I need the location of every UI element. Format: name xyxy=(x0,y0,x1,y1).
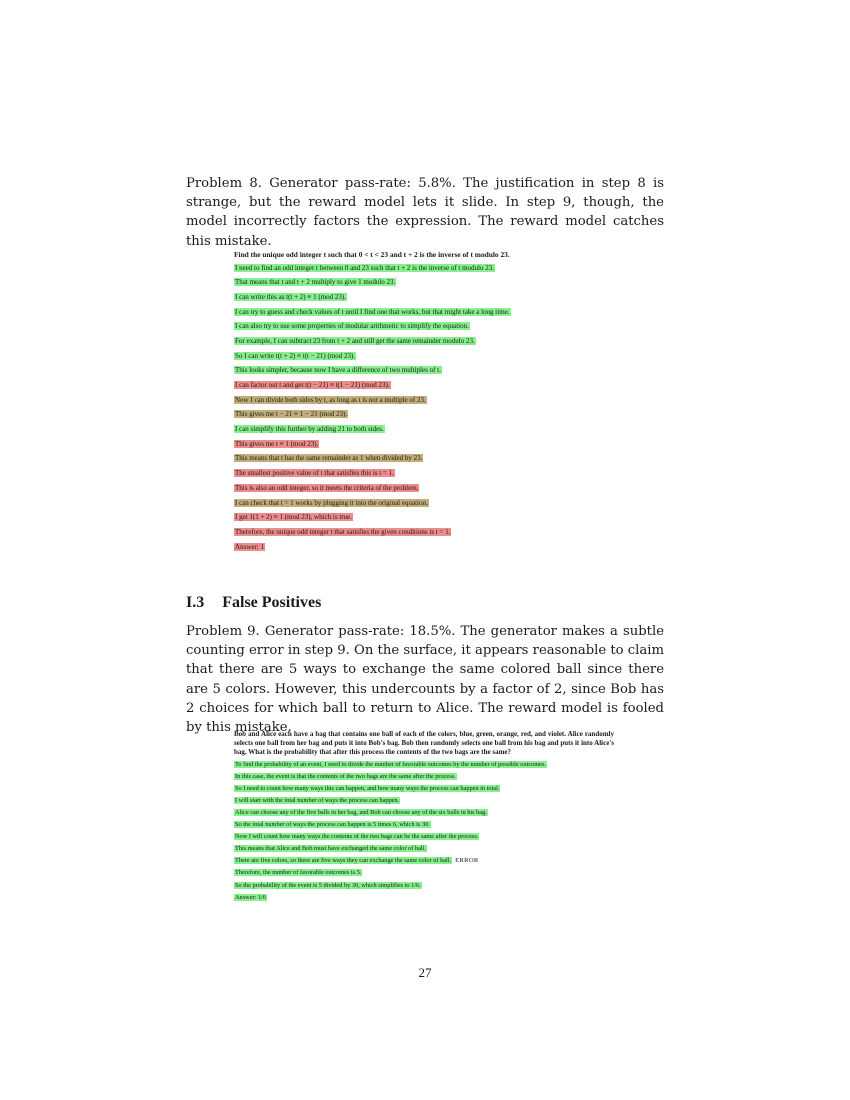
step-text: I can also try to use some properties of modular arithmetic to simplify the equation. xyxy=(235,322,469,331)
solution-step xyxy=(234,278,619,293)
section-title: False Positives xyxy=(222,594,322,611)
step-text: To find the probability of an event, I need to divide the number of favorable outcomes by the number of possible outcomes. xyxy=(235,760,546,768)
solution-step xyxy=(234,772,619,784)
step-text: Answer: 1 xyxy=(235,542,264,551)
step-text: The smallest positive value of t that satisfies this is t = 1. xyxy=(235,469,394,478)
solution-step xyxy=(234,808,619,820)
step-text: I can write this as t(t + 2) ≡ 1 (mod 23). xyxy=(235,292,346,301)
step-text: I can factor out t and get t(t − 21) ≡ t(1 − 21) (mod 23). xyxy=(235,381,390,389)
solution-step xyxy=(234,881,619,893)
figure-problem8 xyxy=(234,250,619,557)
figure-problem9-title: Bob and Alice each have a bag that contains one ball of each of the colors, blue, green, orange, red, and violet. Alice randomly selects one ball from her bag and puts it into Bob's bag. Bob then randomly selects one ball from his bag and puts it into Alice's bag. What is the probability that after this process the contents of the two bags are the same? xyxy=(234,730,614,757)
section-heading xyxy=(186,594,321,612)
solution-step xyxy=(234,484,619,499)
solution-step xyxy=(234,381,619,396)
solution-step xyxy=(234,352,619,367)
page-number: 27 xyxy=(418,965,432,980)
solution-step xyxy=(234,337,619,352)
solution-step xyxy=(234,543,619,558)
step-text: In this case, the event is that the contents of the two bags are the same after the process. xyxy=(235,772,456,780)
figure-problem8-steps xyxy=(234,264,619,558)
problem9-paragraph: Problem 9. Generator pass-rate: 18.5%. The generator makes a subtle counting error in step 9. On the surface, it appears reasonable to claim that there are 5 ways to exchange the same colored ball since there are 5 colors. However, this undercounts by a factor of 2, since Bob has 2 choices for which ball to return to Alice. The reward model is fooled by this mistake. xyxy=(186,624,664,736)
step-text: For example, I can subtract 23 from t + 2 and still get the same remainder modulo 23. xyxy=(235,336,475,345)
solution-step xyxy=(234,366,619,381)
solution-step xyxy=(234,844,619,856)
solution-step xyxy=(234,410,619,425)
solution-step xyxy=(234,454,619,469)
step-text: This means that t has the same remainder as 1 when divided by 23. xyxy=(235,454,423,463)
solution-step xyxy=(234,499,619,514)
solution-step xyxy=(234,820,619,832)
section-number: I.3 xyxy=(186,594,205,611)
solution-step xyxy=(234,440,619,455)
step-text: This means that Alice and Bob must have exchanged the same color of ball. xyxy=(235,845,426,853)
solution-step xyxy=(234,868,619,880)
step-text: So I can write t(t + 2) ≡ t(t − 21) (mod 23). xyxy=(235,351,356,360)
solution-step xyxy=(234,469,619,484)
solution-step xyxy=(234,893,619,905)
step-text: So the total number of ways the process can happen is 5 times 6, which is 30. xyxy=(235,821,430,829)
step-text: I can simplify this further by adding 21 to both sides. xyxy=(235,425,384,434)
figure-problem9-steps xyxy=(234,760,619,905)
step-text: This gives me t ≡ 1 (mod 23). xyxy=(235,439,319,448)
problem8-paragraph: Problem 8. Generator pass-rate: 5.8%. The justification in step 8 is strange, but the reward model lets it slide. In step 9, though, the model incorrectly factors the expression. The reward model catches this mistake. xyxy=(186,176,664,249)
solution-step xyxy=(234,856,619,868)
step-text: Therefore, the unique odd integer t that satisfies the given conditions is t = 1. xyxy=(235,527,451,536)
step-text: That means that t and t + 2 multiply to give 1 modulo 23. xyxy=(235,278,396,287)
step-text: Now I will count how many ways the contents of the two bags can be the same after the process. xyxy=(235,833,479,841)
step-text: I will start with the total number of ways the process can happen. xyxy=(235,796,400,804)
step-text: I need to find an odd integer t between 0 and 23 such that t + 2 is the inverse of t modulo 23. xyxy=(235,263,494,272)
solution-step xyxy=(234,760,619,772)
solution-step xyxy=(234,513,619,528)
step-text: This gives me t − 21 ≡ 1 − 21 (mod 23). xyxy=(235,410,348,419)
step-text: I can try to guess and check values of t until I find one that works, but that might take a long time. xyxy=(235,307,510,316)
step-text: There are five colors, so there are five ways they can exchange the same color of ball. xyxy=(235,857,452,865)
step-text: Therefore, the number of favorable outcomes is 5. xyxy=(235,869,362,877)
step-text: This looks simpler, because now I have a difference of two multiples of t. xyxy=(235,366,441,375)
step-text: This is also an odd integer, so it meets the criteria of the problem. xyxy=(235,483,419,492)
solution-step xyxy=(234,796,619,808)
solution-step xyxy=(234,308,619,323)
figure-problem9 xyxy=(234,730,619,905)
step-text: I can check that t = 1 works by plugging it into the original equation. xyxy=(235,498,428,507)
solution-step xyxy=(234,832,619,844)
error-flag: ERROR xyxy=(455,857,479,865)
step-text: I get 1(1 + 2) ≡ 1 (mod 23), which is true. xyxy=(235,513,352,522)
figure-problem8-title: Find the unique odd integer t such that 0 < t < 23 and t + 2 is the inverse of t modulo 23. xyxy=(234,250,510,259)
solution-step xyxy=(234,396,619,411)
solution-step xyxy=(234,528,619,543)
solution-step xyxy=(234,425,619,440)
step-text: So the probability of the event is 5 divided by 30, which simplifies to 1/6. xyxy=(235,881,421,889)
step-text: So I need to count how many ways this can happen, and how many ways the process can happen in total. xyxy=(235,784,500,792)
solution-step xyxy=(234,322,619,337)
solution-step xyxy=(234,784,619,796)
step-text: Now I can divide both sides by t, as long as t is not a multiple of 23. xyxy=(235,395,426,404)
step-text: Alice can choose any of the five balls in her bag, and Bob can choose any of the six balls in his bag. xyxy=(235,808,487,816)
solution-step xyxy=(234,293,619,308)
solution-step xyxy=(234,264,619,279)
step-text: Answer: 1/6 xyxy=(235,893,266,901)
